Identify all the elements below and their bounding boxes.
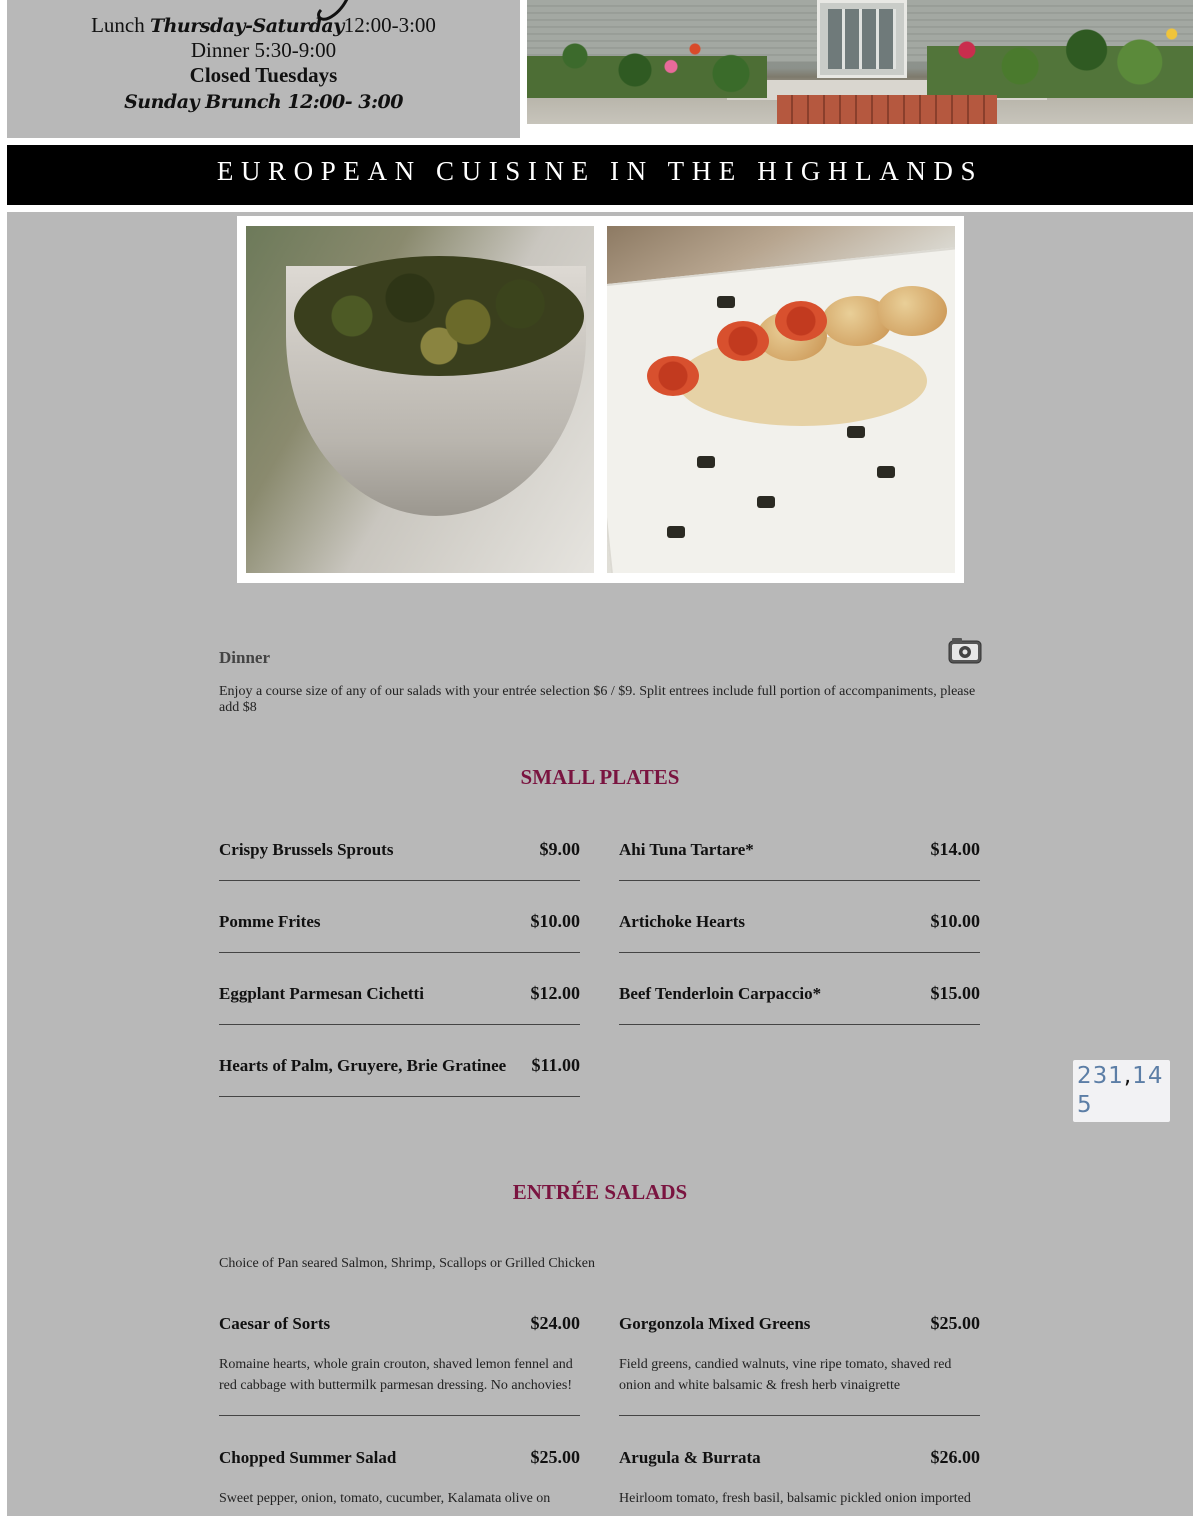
- hours-lunch: [7, 13, 520, 38]
- hours-closed: Closed Tuesdays: [189, 63, 338, 87]
- menu-item: [619, 1446, 980, 1516]
- camera-icon[interactable]: [948, 637, 982, 664]
- menu-item-description: Romaine hearts, whole grain crouton, shaved lemon fennel and red cabbage with buttermilk parmesan dressing. No anchovies!: [219, 1357, 573, 1393]
- hours-brunch: Sunday Brunch 12:00- 3:00: [124, 91, 403, 113]
- menu-item-name: Ahi Tuna Tartare*: [619, 840, 754, 859]
- menu-item-price: $12.00: [530, 983, 580, 1003]
- menu-item-name: Artichoke Hearts: [619, 912, 746, 931]
- menu-item-description: Field greens, candied walnuts, vine ripe tomato, shaved red onion and white balsamic & fresh herb vinaigrette: [619, 1357, 952, 1393]
- cuisine-banner: EUROPEAN CUISINE IN THE HIGHLANDS: [7, 145, 1193, 205]
- menu-item: [219, 1054, 580, 1097]
- counter-separator: ,: [1123, 1063, 1133, 1089]
- salad-protein-note: Choice of Pan seared Salmon, Shrimp, Scallops or Grilled Chicken: [219, 1256, 595, 1271]
- menu-item-description: Heirloom tomato, fresh basil, balsamic pickled onion imported: [619, 1491, 971, 1506]
- menu-item: [219, 1446, 580, 1516]
- menu-item-name: Eggplant Parmesan Cichetti: [219, 984, 424, 1003]
- menu-item-name: Chopped Summer Salad: [219, 1448, 397, 1467]
- counter-digits-2: 145: [1077, 1063, 1164, 1118]
- menu-item-name: Gorgonzola Mixed Greens: [619, 1314, 811, 1333]
- menu-item-price: $25.00: [930, 1313, 980, 1333]
- menu-item-price: $14.00: [930, 839, 980, 859]
- menu-item-price: $15.00: [930, 983, 980, 1003]
- scallops-photo[interactable]: [607, 226, 955, 573]
- hours-dinner: Dinner 5:30-9:00: [190, 38, 337, 62]
- menu-item: [619, 982, 980, 1025]
- menu-item-price: $24.00: [530, 1313, 580, 1333]
- menu-item-name: Caesar of Sorts: [219, 1314, 331, 1333]
- menu-item-name: Crispy Brussels Sprouts: [219, 840, 394, 859]
- menu-item-name: Pomme Frites: [219, 912, 321, 931]
- storefront-frame: [520, 0, 1193, 131]
- menu-item-name: Hearts of Palm, Gruyere, Brie Gratinee: [219, 1056, 507, 1075]
- menu-item-price: $10.00: [530, 911, 580, 931]
- menu-intro: Enjoy a course size of any of our salads with your entrée selection $6 / $9. Split entrees include full portion of accompaniments, please add $8: [219, 684, 976, 715]
- counter-digits-1: 231: [1077, 1063, 1124, 1089]
- food-photo-gallery: [237, 216, 964, 583]
- menu-item: [619, 910, 980, 953]
- main-content: [7, 212, 1193, 1516]
- hours-lunch-time: 12:00-3:00: [343, 13, 436, 37]
- menu-item-price: $26.00: [930, 1447, 980, 1467]
- menu-item: [219, 1312, 580, 1416]
- menu-item-name: Arugula & Burrata: [619, 1448, 761, 1467]
- brussels-sprouts-photo[interactable]: [246, 226, 594, 573]
- section-title-small-plates: SMALL PLATES: [520, 765, 680, 789]
- menu-item-price: $11.00: [531, 1055, 580, 1075]
- menu-item: [219, 982, 580, 1025]
- menu-item: [619, 838, 980, 881]
- storefront-photo: [527, 0, 1193, 124]
- menu-item-price: $9.00: [539, 839, 580, 859]
- menu-item-description: Sweet pepper, onion, tomato, cucumber, Kalamata olive on: [219, 1491, 551, 1506]
- menu-item: [219, 910, 580, 953]
- hours-lunch-days: Thursday-Saturday: [149, 15, 344, 37]
- menu-item: [219, 838, 580, 881]
- hours-lunch-label: Lunch: [91, 13, 145, 37]
- menu-item-price: $10.00: [930, 911, 980, 931]
- section-title-entree-salads: ENTRÉE SALADS: [512, 1180, 688, 1204]
- menu-item-name: Beef Tenderloin Carpaccio*: [619, 984, 822, 1003]
- menu-item-price: $25.00: [530, 1447, 580, 1467]
- menu-item: [619, 1312, 980, 1416]
- visitor-counter: [1073, 1060, 1170, 1122]
- hours-panel: [7, 0, 520, 138]
- menu-title: Dinner: [219, 648, 270, 667]
